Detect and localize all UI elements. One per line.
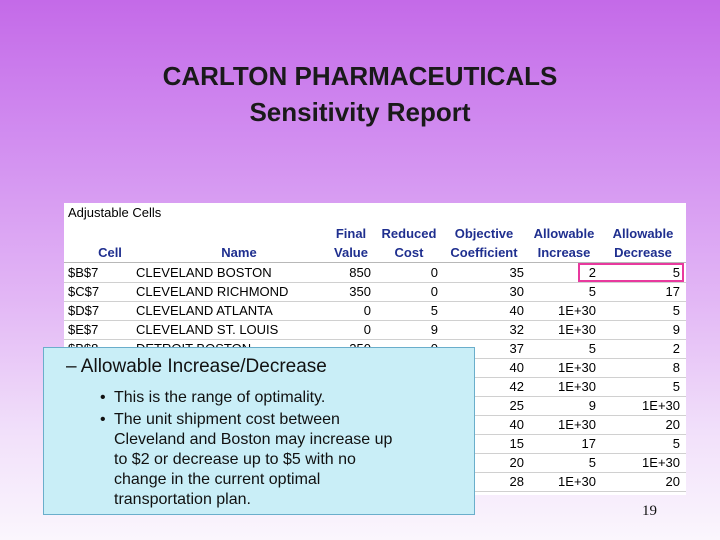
objective-coefficient: 40 — [509, 417, 524, 432]
allowable-decrease: 5 — [672, 379, 680, 394]
objective-coefficient: 30 — [509, 284, 524, 299]
explanation-callout — [43, 347, 475, 515]
cell-ref: $B$7 — [68, 265, 99, 280]
bullet-2 — [100, 410, 393, 510]
allowable-decrease: 2 — [672, 341, 680, 356]
final-value: 0 — [363, 322, 371, 337]
allowable-decrease: 1E+30 — [642, 455, 680, 470]
allowable-increase: 1E+30 — [558, 417, 596, 432]
cell-ref: $D$7 — [68, 303, 100, 318]
bullet-1 — [100, 388, 326, 408]
bullet-2-line: change in the current optimal — [114, 471, 321, 488]
bullet-dot: • — [100, 389, 106, 406]
allowable-decrease: 17 — [665, 284, 680, 299]
allowable-decrease: 1E+30 — [642, 398, 680, 413]
header-name: Name — [221, 245, 257, 260]
allowable-decrease: 5 — [672, 436, 680, 451]
allowable-decrease: 20 — [665, 474, 680, 489]
table-header — [64, 224, 686, 263]
allowable-increase: 1E+30 — [558, 360, 596, 375]
objective-coefficient: 40 — [509, 303, 524, 318]
cell-name: CLEVELAND BOSTON — [136, 265, 272, 280]
title-line-1: CARLTON PHARMACEUTICALS — [162, 61, 558, 91]
objective-coefficient: 42 — [509, 379, 524, 394]
bullet-2-line: Cleveland and Boston may increase up — [114, 431, 393, 448]
allowable-increase: 2 — [588, 265, 596, 280]
header-reduced-cost: Reduced Cost — [381, 226, 437, 260]
bullet-2-line: The unit shipment cost between — [114, 411, 340, 428]
allowable-increase: 5 — [588, 284, 596, 299]
title-line-2: Sensitivity Report — [249, 97, 471, 127]
allowable-increase: 5 — [588, 455, 596, 470]
table-row — [64, 320, 686, 340]
bullet-2-line: to $2 or decrease up to $5 with no — [114, 451, 356, 468]
header-objective-coefficient: Objective Coefficient — [450, 226, 518, 260]
highlight-box — [578, 263, 684, 282]
objective-coefficient: 40 — [509, 360, 524, 375]
reduced-cost: 9 — [430, 322, 438, 337]
objective-coefficient: 28 — [509, 474, 524, 489]
final-value: 0 — [363, 303, 371, 318]
slide-title — [0, 58, 720, 130]
bullet-1-text: This is the range of optimality. — [114, 389, 326, 406]
allowable-increase: 1E+30 — [558, 322, 596, 337]
allowable-increase: 1E+30 — [558, 379, 596, 394]
reduced-cost: 0 — [430, 284, 438, 299]
objective-coefficient: 35 — [509, 265, 524, 280]
final-value: 350 — [349, 284, 371, 299]
allowable-decrease: 8 — [672, 360, 680, 375]
table-row — [64, 301, 686, 321]
objective-coefficient: 37 — [509, 341, 524, 356]
table-row — [64, 282, 686, 302]
allowable-increase: 1E+30 — [558, 474, 596, 489]
adjustable-cells-label: Adjustable Cells — [68, 205, 162, 220]
allowable-increase: 1E+30 — [558, 303, 596, 318]
objective-coefficient: 20 — [509, 455, 524, 470]
reduced-cost: 5 — [430, 303, 438, 318]
reduced-cost: 0 — [430, 265, 438, 280]
cell-ref: $E$7 — [68, 322, 99, 337]
cell-name: CLEVELAND ATLANTA — [136, 303, 273, 318]
allowable-increase: 5 — [588, 341, 596, 356]
header-allowable-increase: Allowable Increase — [533, 226, 595, 260]
objective-coefficient: 25 — [509, 398, 524, 413]
page-number: 19 — [642, 503, 657, 519]
bullet-2-line: transportation plan. — [114, 491, 251, 508]
allowable-decrease: 20 — [665, 417, 680, 432]
final-value: 850 — [349, 265, 371, 280]
cell-name: CLEVELAND RICHMOND — [136, 284, 289, 299]
bullet-dot: • — [100, 411, 106, 428]
header-final-value: Final Value — [334, 226, 368, 260]
header-allowable-decrease: Allowable Decrease — [612, 226, 674, 260]
callout-heading: – Allowable Increase/Decrease — [66, 356, 327, 377]
allowable-increase: 9 — [588, 398, 596, 413]
allowable-decrease: 5 — [672, 303, 680, 318]
cell-name: CLEVELAND ST. LOUIS — [136, 322, 279, 337]
objective-coefficient: 15 — [509, 436, 524, 451]
cell-ref: $C$7 — [68, 284, 100, 299]
objective-coefficient: 32 — [509, 322, 524, 337]
header-cell: Cell — [98, 245, 122, 260]
allowable-increase: 17 — [581, 436, 596, 451]
allowable-decrease: 5 — [672, 265, 680, 280]
allowable-decrease: 9 — [672, 322, 680, 337]
